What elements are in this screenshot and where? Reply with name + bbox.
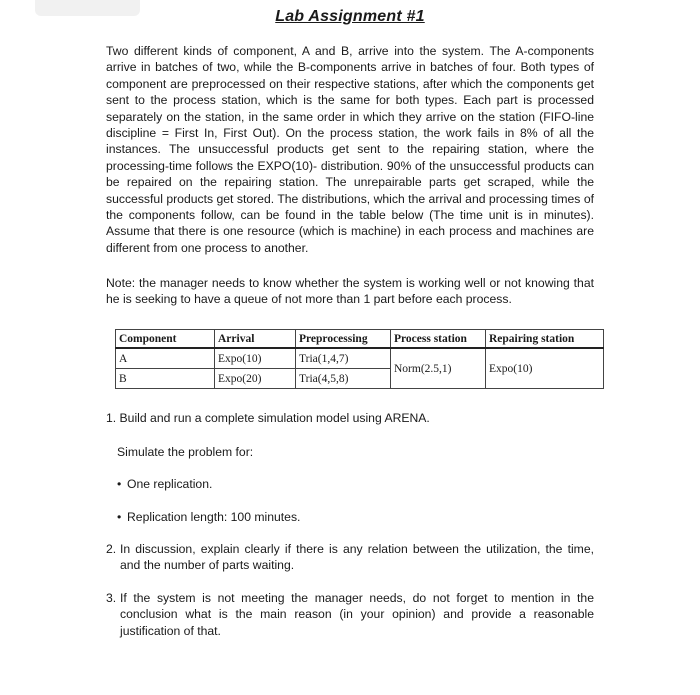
- intro-paragraph: Two different kinds of component, A and B, arrive into the system. The A-components arrive in batches of two, while the B-components arrive in batches of four. Both types of component are preprocessed on their respective stations, after which the components get sent to the process station, which is the same for both types. Each part is processed separately on the station, in the same order in which they arrive on the station (FIFO-line discipline = First In, First Out). On the process station, the work fails in 8% of all the instances. The unsuccessful products get sent to the repairing station, where the processing-time follows the EXPO(10)- distribution. 90% of the unsuccessful products can be repaired on the repairing station. The unrepairable parts get scraped, while the successful products get stored. The distributions, which the arrival and processing times of the components follow, can be found in the table below (The time unit is in minutes). Assume that there is one resource (which is machine) in each process and machines are different from one process to another.: [106, 44, 594, 255]
- table-row: [116, 348, 604, 369]
- bullet-item: [117, 509, 300, 525]
- simulate-label: Simulate the problem for:: [117, 445, 254, 459]
- question-2: [106, 541, 594, 574]
- header-arrival: Arrival: [215, 330, 296, 349]
- question-3: [106, 590, 594, 639]
- table-header-row: [116, 330, 604, 349]
- bullet-item: [117, 476, 212, 492]
- question-number: 3.: [106, 591, 117, 605]
- header-component: Component: [116, 330, 215, 349]
- header-preprocessing: Preprocessing: [296, 330, 391, 349]
- cell-repairing-station: Expo(10): [486, 348, 604, 389]
- bullet-icon: •: [117, 477, 122, 491]
- cell-process-station: Norm(2.5,1): [391, 348, 486, 389]
- question-text: In discussion, explain clearly if there is any relation between the utilization, the time, and the number of parts waiting.: [120, 542, 594, 573]
- note-paragraph: Note: the manager needs to know whether the system is working well or not knowing that he is seeking to have a queue of not more than 1 part before each process.: [106, 276, 594, 307]
- cell-preprocessing: Tria(4,5,8): [296, 369, 391, 389]
- cell-component: A: [116, 348, 215, 369]
- header-repairing-station: Repairing station: [486, 330, 604, 349]
- bullet-text: Replication length: 100 minutes.: [127, 510, 301, 524]
- cell-component: B: [116, 369, 215, 389]
- distribution-table: [115, 329, 604, 389]
- cell-preprocessing: Tria(1,4,7): [296, 348, 391, 369]
- cell-arrival: Expo(10): [215, 348, 296, 369]
- question-text: If the system is not meeting the manager needs, do not forget to mention in the conclusion what is the main reason (in your opinion) and provide a reasonable justification of that.: [120, 591, 594, 638]
- question-number: 2.: [106, 542, 117, 556]
- cell-arrival: Expo(20): [215, 369, 296, 389]
- document-title: Lab Assignment #1: [275, 8, 425, 25]
- header-process-station: Process station: [391, 330, 486, 349]
- bullet-icon: •: [117, 510, 122, 524]
- question-1: 1. Build and run a complete simulation model using ARENA.: [106, 411, 430, 425]
- bullet-text: One replication.: [127, 477, 213, 491]
